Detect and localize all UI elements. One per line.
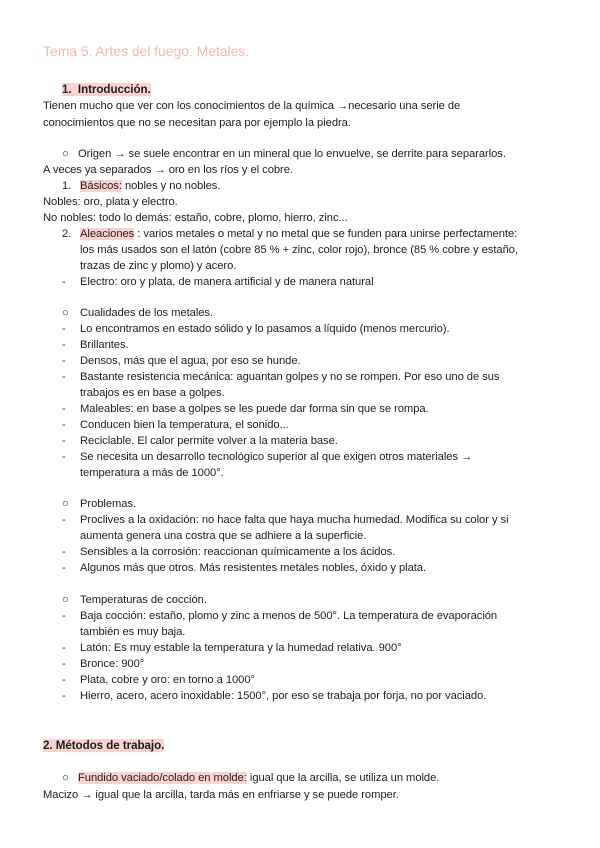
fundido-label: Fundido vaciado/colado en molde: [78, 772, 247, 784]
aleaciones-rest: : varios metales o metal y no metal que se funden para unirse perfectamente: [134, 228, 518, 240]
circle-bullet-icon: ○ [62, 307, 69, 319]
no-nobles-line: No nobles: todo lo demás: estaño, cobre, plomo, hierro, zinc... [43, 212, 348, 224]
list-item: Baja cocción: estaño, plomo y zinc a menos de 500°. La temperatura de evaporación [80, 610, 498, 622]
dash-bullet-icon: - [62, 276, 66, 288]
list-item: Proclives a la oxidación: no hace falta que haya mucha humedad. Modifica su color y si [80, 514, 509, 526]
problemas-heading: Problemas. [80, 498, 137, 510]
aleaciones-line-3: trazas de zinc y plomo) y acero. [80, 260, 237, 272]
aleaciones-number: 2. [62, 228, 72, 240]
list-item: Reciclable. El calor permite volver a la materia base. [80, 435, 338, 447]
fundido-line [78, 771, 439, 786]
dash-bullet-icon: - [62, 371, 66, 383]
origen-line: Origen → se suele encontrar en un mineral que lo envuelve, se derrite para separarlos. [78, 148, 506, 160]
dash-bullet-icon: - [62, 562, 66, 574]
circle-bullet-icon: ○ [62, 594, 69, 606]
dash-bullet-icon: - [62, 403, 66, 415]
cualidades-heading: Cualidades de los metales. [80, 307, 214, 319]
page-title: Tema 5. Artes del fuego. Metales. [43, 43, 250, 59]
list-item: Conducen bien la temperatura, el sonido... [80, 419, 289, 431]
list-item: Hierro, acero, acero inoxidable: 1500°, por eso se trabaja por forja, no por vaciado. [80, 690, 487, 702]
aleaciones-line-2: los más usados son el latón (cobre 85 % + zinc, color rojo), bronce (85 % cobre y estaño, [80, 244, 518, 256]
dash-bullet-icon: - [62, 674, 66, 686]
list-item: Bronce: 900° [80, 658, 145, 670]
circle-bullet-icon: ○ [62, 772, 69, 784]
intro-line-1: Tienen mucho que ver con los conocimientos de la química →necesario una serie de [43, 100, 461, 112]
nobles-line: Nobles: oro, plata y electro. [43, 196, 178, 208]
section-2-title: 2. Métodos de trabajo. [43, 739, 165, 752]
list-item: Se necesita un desarrollo tecnológico superior al que exigen otros materiales → [80, 451, 473, 463]
dash-bullet-icon: - [62, 435, 66, 447]
circle-bullet-icon: ○ [62, 498, 69, 510]
list-item: Sensibles a la corrosión: reaccionan químicamente a los ácidos. [80, 546, 396, 558]
list-item: Densos, más que el agua, por eso se hunde. [80, 355, 301, 367]
basicos-line [80, 179, 220, 194]
electro-line: Electro: oro y plata, de manera artificial y de manera natural [80, 276, 374, 288]
list-item: Bastante resistencia mecánica: aguantan golpes y no se rompen. Por eso uno de sus [80, 371, 500, 383]
aleaciones-label: Aleaciones [80, 228, 135, 240]
list-item: Maleables: en base a golpes se les puede dar forma sin que se rompa. [80, 403, 429, 415]
dash-bullet-icon: - [62, 658, 66, 670]
dash-bullet-icon: - [62, 642, 66, 654]
dash-bullet-icon: - [62, 323, 66, 335]
section-1-highlight [62, 83, 151, 96]
basicos-number: 1. [62, 180, 72, 192]
aleaciones-line-1 [80, 227, 517, 242]
temperaturas-heading: Temperaturas de cocción. [80, 594, 207, 606]
dash-bullet-icon: - [62, 690, 66, 702]
dash-bullet-icon: - [62, 419, 66, 431]
list-item-continuation: también es muy baja. [80, 626, 186, 638]
section-1-title: Introducción. [77, 83, 151, 96]
list-item: Lo encontramos en estado sólido y lo pasamos a líquido (menos mercurio). [80, 323, 450, 335]
list-item: Algunos más que otros. Más resistentes metales nobles, óxido y plata. [80, 562, 427, 574]
dash-bullet-icon: - [62, 355, 66, 367]
basicos-rest: nobles y no nobles. [121, 180, 221, 192]
list-item-continuation: aumenta genera una costra que se adhiere a la superficie. [80, 530, 367, 542]
basicos-label: Básicos: [80, 180, 122, 192]
dash-bullet-icon: - [62, 514, 66, 526]
origen-continuation: A veces ya separados → oro en los ríos y el cobre. [43, 164, 293, 176]
list-item-continuation: temperatura a más de 1000°. [80, 467, 224, 479]
list-item: Plata, cobre y oro: en torno a 1000° [80, 674, 255, 686]
dash-bullet-icon: - [62, 339, 66, 351]
list-item: Latón: Es muy estable la temperatura y la humedad relativa. 900° [80, 642, 402, 654]
section-1-heading [62, 82, 151, 97]
section-2-heading [43, 738, 164, 753]
section-1-number: 1. [62, 83, 72, 96]
dash-bullet-icon: - [62, 610, 66, 622]
macizo-line: Macizo → igual que la arcilla, tarda más en enfriarse y se puede romper. [43, 789, 399, 801]
circle-bullet-icon: ○ [62, 148, 69, 160]
dash-bullet-icon: - [62, 546, 66, 558]
list-item: Brillantes. [80, 339, 129, 351]
intro-line-2: conocimientos que no se necesitan para por ejemplo la piedra. [43, 117, 351, 129]
fundido-rest: igual que la arcilla, se utiliza un molde. [246, 772, 440, 784]
list-item-continuation: trabajos es en base a golpes. [80, 387, 225, 399]
dash-bullet-icon: - [62, 451, 66, 463]
